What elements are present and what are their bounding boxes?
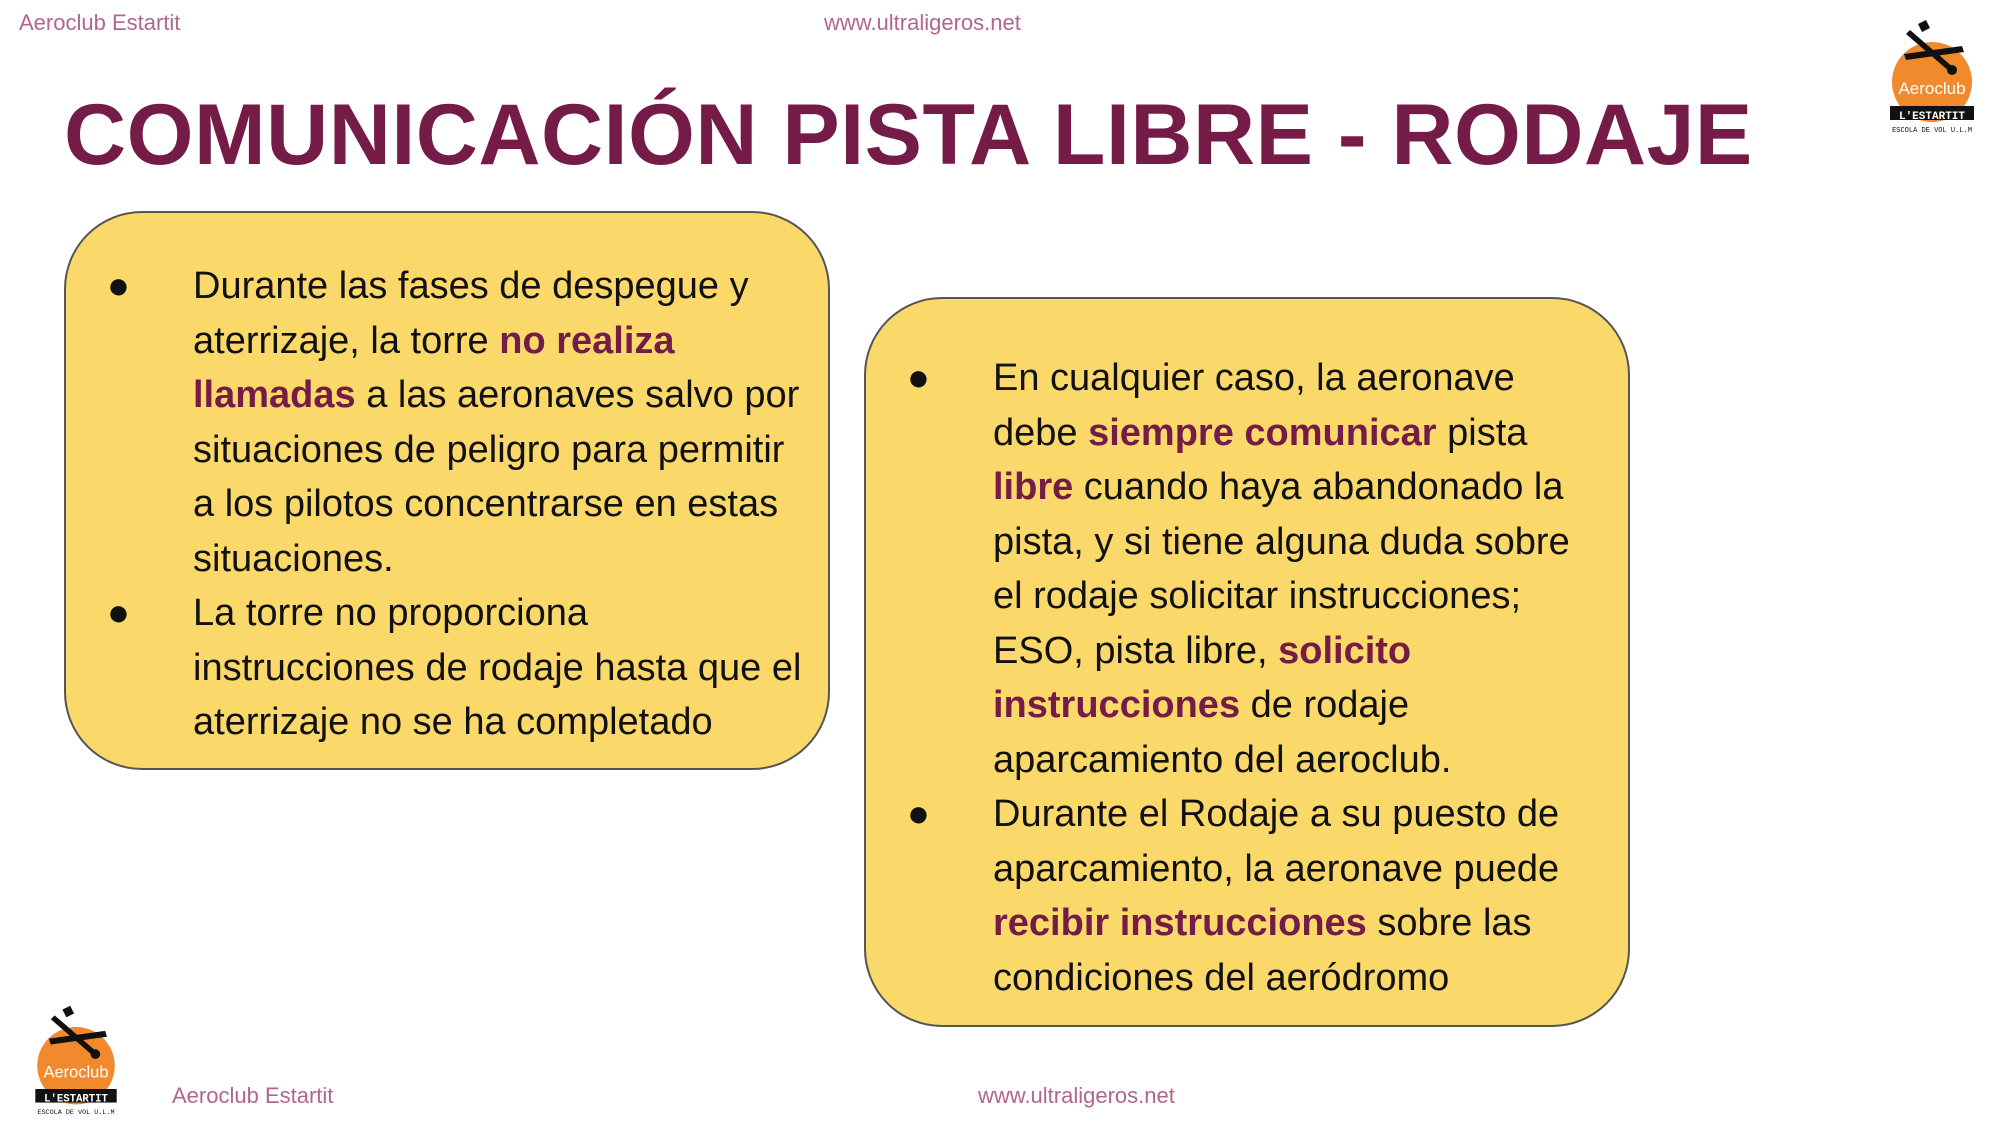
highlight-text: recibir instrucciones — [993, 902, 1367, 944]
bullet-icon: ● — [907, 357, 930, 399]
bullet-icon: ● — [907, 793, 930, 835]
bullet-icon: ● — [107, 592, 130, 634]
logo-tagline: ESCOLA DE VOL U.L.M — [37, 1109, 115, 1118]
list-item: ● La torre no proporciona instrucciones de rodaje hasta que el aterrizaje no se ha completado — [107, 586, 807, 750]
header-left-text: Aeroclub Estartit — [19, 10, 181, 35]
right-info-box — [864, 297, 1630, 1027]
list-item: ● Durante las fases de despegue y aterrizaje, la torre no realiza llamadas a las aeronaves salvo por situaciones de peligro para permitir a los pilotos concentrarse en estas situaciones. — [107, 259, 807, 586]
logo-tagline: ESCOLA DE VOL U.L.M — [1892, 127, 1972, 135]
left-info-box — [64, 211, 830, 770]
logo-subtitle: L'ESTARTIT — [1898, 111, 1966, 123]
footer-url: www.ultraligeros.net — [978, 1083, 1175, 1108]
highlight-text: libre — [993, 466, 1074, 508]
logo-subtitle: L'ESTARTIT — [44, 1093, 108, 1106]
footer-left-text: Aeroclub Estartit — [172, 1083, 334, 1108]
bullet-icon: ● — [107, 265, 130, 307]
logo-emblem-icon — [18, 996, 134, 1120]
highlight-text: solicito instrucciones — [993, 629, 1412, 726]
highlight-text: no realiza llamadas — [193, 319, 675, 416]
aeroclub-logo-top — [1874, 10, 1990, 138]
list-item: ● Durante el Rodaje a su puesto de aparcamiento, la aeronave puede recibir instrucciones sobre las condiciones del aeródromo — [907, 787, 1607, 1005]
left-bullet-list — [107, 259, 807, 750]
header-url: www.ultraligeros.net — [824, 10, 1021, 35]
slide-title: COMUNICACIÓN PISTA LIBRE - RODAJE — [64, 87, 1753, 183]
logo-name: Aeroclub — [43, 1063, 109, 1082]
list-item: ● En cualquier caso, la aeronave debe siempre comunicar pista libre cuando haya abandonado la pista, y si tiene alguna duda sobre el rodaje solicitar instrucciones; ESO, pista libre, solicito instrucciones de rodaje aparcamiento del aeroclub. — [907, 351, 1607, 787]
logo-name: Aeroclub — [1898, 79, 1966, 98]
highlight-text: siempre comunicar — [1088, 411, 1437, 454]
aeroclub-logo-bottom — [18, 996, 134, 1120]
right-bullet-list — [907, 351, 1607, 1005]
logo-emblem-icon — [1874, 10, 1990, 138]
